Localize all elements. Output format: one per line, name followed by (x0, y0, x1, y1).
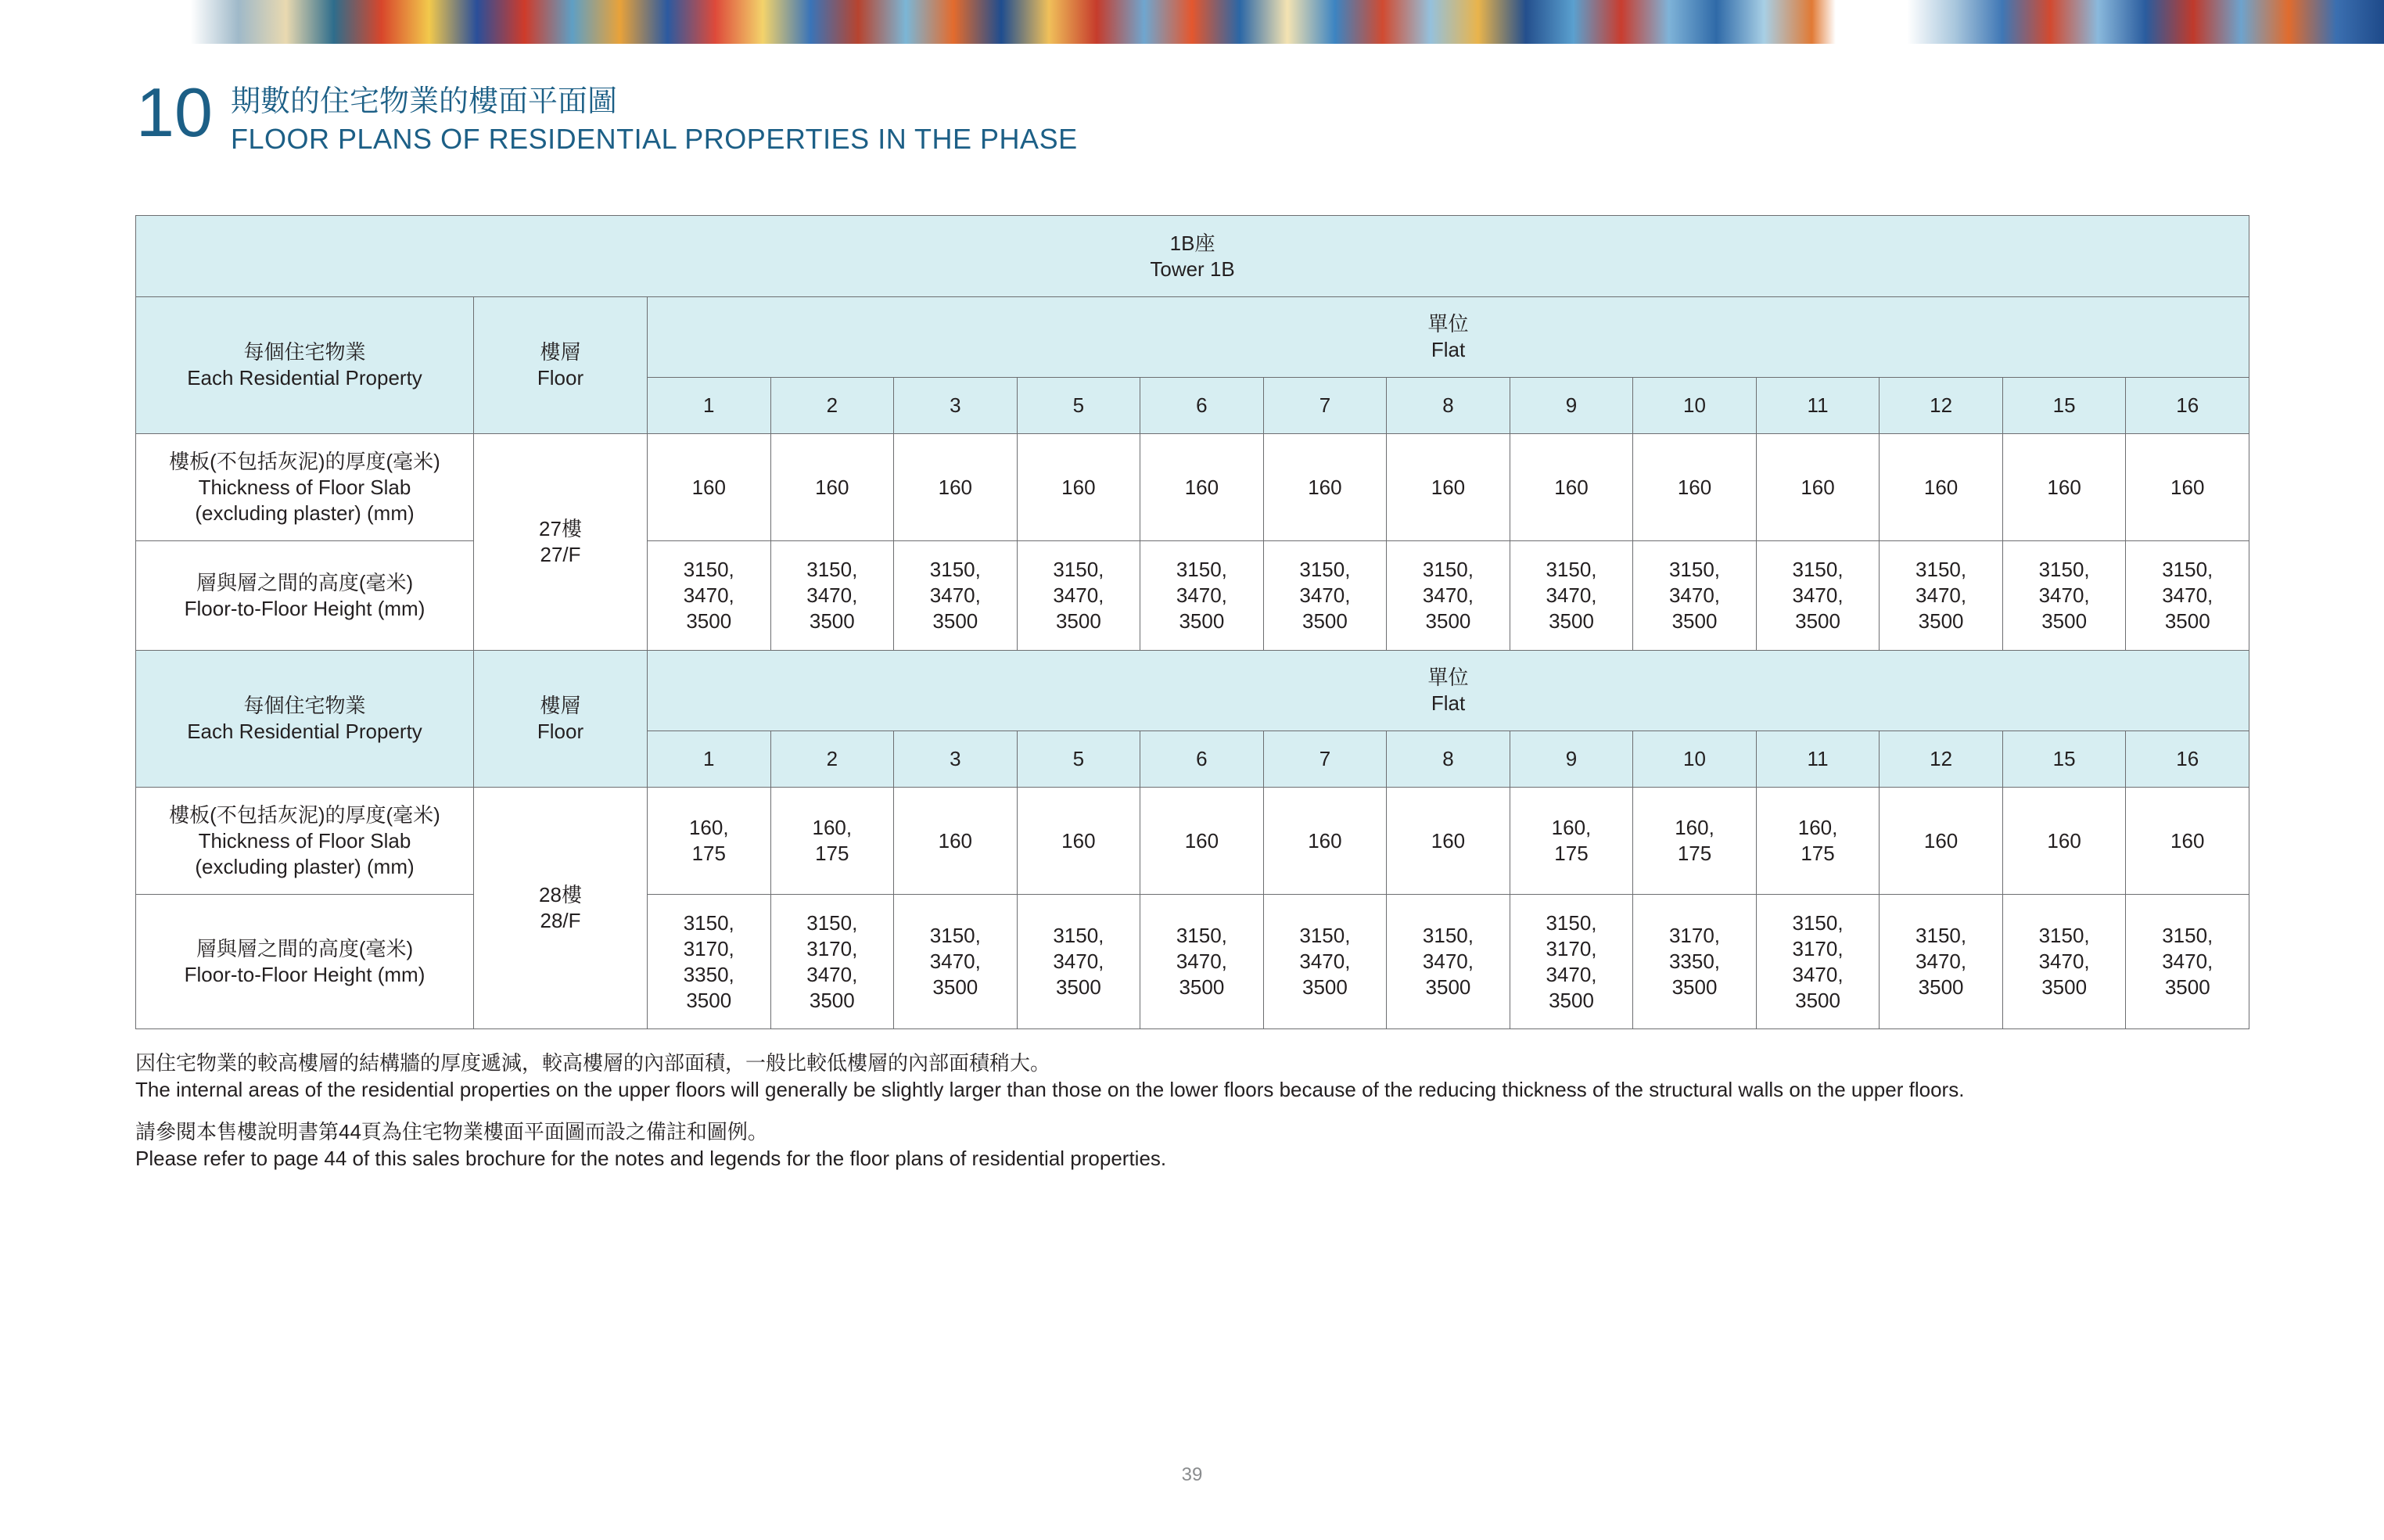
value-line: 3170, (683, 936, 734, 960)
slab-value-cell (648, 434, 771, 541)
value-line: 3470, (1299, 949, 1351, 973)
value-line: 3470, (2038, 949, 2090, 973)
flat-header-cell (648, 651, 2249, 731)
floor-label-zh: 27樓 (539, 517, 582, 540)
slab-value-cell (1510, 788, 1633, 895)
value-line: 175 (1677, 842, 1712, 865)
height-value-cell (894, 541, 1018, 651)
height-value-cell (1140, 895, 1264, 1029)
floor-header-en: Floor (537, 720, 584, 743)
page-title-en: FLOOR PLANS OF RESIDENTIAL PROPERTIES IN THE PHASE (231, 123, 1078, 155)
tower-header-row (136, 216, 2249, 297)
value-line: 3150, (1053, 558, 1104, 581)
value-line: 160 (1923, 475, 1959, 499)
value-line: 175 (691, 842, 726, 865)
floor-cell (474, 434, 648, 651)
height-value-cell (1140, 541, 1264, 651)
floor-label-en: 27/F (540, 543, 581, 566)
value-line: 3150, (1792, 910, 1844, 935)
value-line: 3150, (1176, 558, 1227, 581)
value-line: 3470, (2038, 583, 2090, 607)
value-line: 160 (938, 475, 973, 499)
height-row-label (136, 541, 474, 651)
slab-value-cell (1633, 434, 1757, 541)
slab-value-cell (2002, 434, 2126, 541)
height-value-cell (1263, 541, 1387, 651)
value-line: 175 (815, 842, 849, 865)
value-line: 160 (1184, 475, 1219, 499)
flat-number-cell: 7 (1263, 731, 1387, 788)
value-line: 3150, (806, 558, 858, 581)
height-value-cell (1387, 541, 1510, 651)
flat-number-cell: 11 (1756, 731, 1880, 788)
value-line: 3500 (1302, 609, 1348, 633)
floor-height-row (136, 541, 2249, 651)
height-value-cell (1756, 895, 1880, 1029)
floor-label-en: 28/F (540, 909, 581, 932)
slab-value-cell (1017, 434, 1140, 541)
value-line: 3500 (809, 609, 855, 633)
value-line: 3150, (1422, 558, 1474, 581)
column-header-row (136, 297, 2249, 378)
slab-value-cell (1017, 788, 1140, 895)
value-line: 3150, (1176, 924, 1227, 947)
slab-value-cell (894, 788, 1018, 895)
floor-header-cell (474, 651, 648, 788)
slab-value-cell (1510, 434, 1633, 541)
flat-header-en: Flat (1431, 338, 1466, 361)
slab-value-cell (1263, 788, 1387, 895)
value-line: 3470, (1176, 583, 1227, 607)
floor-header-en: Floor (537, 366, 584, 389)
value-line: 160 (1431, 828, 1466, 853)
value-line: 3500 (932, 609, 978, 633)
slab-thickness-row (136, 434, 2249, 541)
value-line: 3500 (1302, 975, 1348, 999)
value-line: 3170, (1546, 936, 1597, 960)
page-number: 39 (1181, 1464, 1203, 1485)
height-value-cell (1510, 541, 1633, 651)
height-value-cell (770, 541, 894, 651)
slab-label-en: Thickness of Floor Slab (198, 828, 411, 853)
value-line: 3500 (1795, 609, 1840, 633)
value-line: 3470, (1668, 583, 1721, 607)
value-line: 3150, (683, 558, 734, 581)
property-header-en: Each Residential Property (187, 366, 422, 389)
value-line: 3470, (1422, 949, 1474, 973)
value-line: 3150, (1668, 558, 1721, 581)
value-line: 3150, (2038, 924, 2090, 947)
value-line: 3150, (1915, 924, 1967, 947)
value-line: 3150, (1546, 558, 1597, 581)
value-line: 3500 (1918, 975, 1964, 999)
slab-value-cell (1387, 434, 1510, 541)
value-line: 3500 (2041, 609, 2088, 633)
slab-label-en: (excluding plaster) (mm) (195, 854, 415, 878)
slab-value-cell (648, 788, 771, 895)
slab-value-cell (1633, 788, 1757, 895)
height-value-cell (770, 895, 894, 1029)
value-line: 160 (1677, 475, 1712, 499)
value-line: 3500 (1795, 988, 1840, 1012)
value-line: 160, (1675, 816, 1714, 839)
property-header-en: Each Residential Property (187, 720, 422, 743)
value-line: 3470, (1176, 949, 1227, 973)
value-line: 3150, (2162, 924, 2213, 947)
value-line: 3150, (1299, 558, 1351, 581)
column-header-row (136, 651, 2249, 731)
value-line: 160 (691, 475, 726, 499)
tower-label-zh: 1B座 (1169, 231, 1215, 255)
value-line: 3150, (1422, 924, 1474, 947)
flat-number-cell: 6 (1140, 731, 1264, 788)
value-line: 3500 (1549, 609, 1594, 633)
value-line: 160, (1551, 816, 1592, 839)
value-line: 3150, (1915, 558, 1967, 581)
flat-number-cell: 5 (1017, 378, 1140, 434)
slab-value-cell (770, 434, 894, 541)
value-line: 3470, (806, 583, 858, 607)
value-line: 3470, (1915, 949, 1967, 973)
value-line: 160 (1061, 475, 1096, 499)
value-line: 3470, (1422, 583, 1474, 607)
slab-value-cell (2126, 788, 2249, 895)
value-line: 3150, (806, 910, 858, 935)
value-line: 160 (1801, 475, 1835, 499)
value-line: 3150, (1053, 924, 1104, 947)
note-en: Please refer to page 44 of this sales brochure for the notes and legends for the floor plans of residential properties. (135, 1147, 1167, 1170)
slab-value-cell (1263, 434, 1387, 541)
height-value-cell (2126, 895, 2249, 1029)
flat-number-cell: 3 (894, 731, 1018, 788)
value-line: 3500 (1918, 609, 1964, 633)
value-line: 3150, (929, 924, 981, 947)
value-line: 175 (1554, 842, 1589, 865)
height-row-label (136, 895, 474, 1029)
value-line: 3470, (806, 962, 858, 986)
value-line: 3470, (1053, 949, 1104, 973)
page-title-zh: 期數的住宅物業的樓面平面圖 (231, 85, 618, 118)
flat-number-cell: 5 (1017, 731, 1140, 788)
flat-header-zh: 單位 (1427, 666, 1469, 689)
value-line: 3500 (1425, 609, 1471, 633)
note-zh: 因住宅物業的較高樓層的結構牆的厚度遞減，較高樓層的內部面積，一般比較低樓層的內部面積稍大。 (135, 1051, 1051, 1075)
slab-label-zh: 樓板(不包括灰泥)的厚度(毫米) (169, 802, 440, 827)
value-line: 3150, (1299, 924, 1351, 947)
slab-label-zh: 樓板(不包括灰泥)的厚度(毫米) (169, 449, 440, 473)
value-line: 3150, (929, 558, 981, 581)
value-line: 3500 (2164, 609, 2210, 633)
property-header-cell (136, 297, 474, 434)
value-line: 3500 (809, 988, 855, 1012)
value-line: 3470, (1792, 962, 1844, 986)
slab-value-cell (1756, 788, 1880, 895)
flat-number-cell: 12 (1880, 731, 2003, 788)
slab-thickness-row (136, 788, 2249, 895)
slab-value-cell (1140, 788, 1264, 895)
value-line: 3500 (686, 609, 732, 633)
flat-number-cell: 8 (1387, 731, 1510, 788)
floor-cell (474, 788, 648, 1029)
flat-number-cell: 12 (1880, 378, 2003, 434)
height-value-cell (1510, 895, 1633, 1029)
value-line: 3500 (932, 975, 978, 999)
value-line: 3150, (1792, 558, 1844, 581)
tower-label-en: Tower 1B (1150, 257, 1235, 281)
value-line: 160 (1184, 828, 1219, 853)
value-line: 3350, (683, 962, 734, 986)
value-line: 3500 (1671, 975, 1718, 999)
flat-header-zh: 單位 (1427, 312, 1469, 336)
flat-number-cell: 2 (770, 731, 894, 788)
slab-value-cell (2002, 788, 2126, 895)
value-line: 3470, (683, 583, 734, 607)
value-line: 3150, (683, 910, 734, 935)
value-line: 160 (1308, 828, 1342, 853)
value-line: 3500 (686, 988, 732, 1012)
floor-height-row (136, 895, 2249, 1029)
flat-number-cell: 6 (1140, 378, 1264, 434)
value-line: 160 (2170, 475, 2205, 499)
slab-value-cell (1140, 434, 1264, 541)
height-value-cell (1387, 895, 1510, 1029)
value-line: 3470, (929, 583, 981, 607)
property-header-cell (136, 651, 474, 788)
value-line: 160 (1554, 475, 1589, 499)
slab-value-cell (1880, 788, 2003, 895)
height-value-cell (2002, 895, 2126, 1029)
value-line: 3500 (1671, 609, 1718, 633)
floor-label-zh: 28樓 (539, 883, 582, 906)
flat-header-en: Flat (1431, 691, 1466, 715)
note-zh: 請參閱本售樓說明書第44頁為住宅物業樓面平面圖而設之備註和圖例。 (135, 1120, 768, 1143)
decorative-banner (0, 0, 2384, 44)
floor-header-cell (474, 297, 648, 434)
value-line: 3170, (806, 936, 858, 960)
flat-number-cell: 16 (2126, 378, 2249, 434)
value-line: 3500 (1179, 609, 1225, 633)
flat-number-cell: 10 (1633, 731, 1757, 788)
value-line: 3470, (2162, 583, 2213, 607)
value-line: 3500 (2041, 975, 2088, 999)
value-line: 160 (938, 828, 973, 853)
value-line: 160 (2047, 828, 2081, 853)
height-value-cell (2126, 541, 2249, 651)
height-value-cell (1263, 895, 1387, 1029)
value-line: 160 (815, 475, 849, 499)
value-line: 3500 (1425, 975, 1471, 999)
note-en: The internal areas of the residential properties on the upper floors will generally be slightly larger than those on the lower floors because of the reducing thickness of the structural walls on the upper floors. (135, 1078, 1965, 1101)
value-line: 160, (1797, 816, 1838, 839)
value-line: 3470, (1792, 583, 1844, 607)
flat-number-cell: 8 (1387, 378, 1510, 434)
height-value-cell (1880, 541, 2003, 651)
section-number: 10 (136, 74, 213, 151)
value-line: 3500 (2164, 975, 2210, 999)
value-line: 3470, (1915, 583, 1967, 607)
flat-number-cell: 15 (2002, 378, 2126, 434)
slab-row-label (136, 434, 474, 541)
value-line: 3500 (1549, 988, 1594, 1012)
flat-number-cell: 9 (1510, 378, 1633, 434)
flat-number-cell: 15 (2002, 731, 2126, 788)
flat-header-cell (648, 297, 2249, 378)
flat-number-cell: 10 (1633, 378, 1757, 434)
flat-number-cell: 3 (894, 378, 1018, 434)
floor-data-table (135, 215, 2249, 1029)
floor-header-zh: 樓層 (540, 340, 581, 364)
slab-label-en: Thickness of Floor Slab (198, 475, 411, 499)
height-value-cell (1633, 895, 1757, 1029)
value-line: 3470, (1053, 583, 1104, 607)
slab-value-cell (2126, 434, 2249, 541)
flat-number-cell: 2 (770, 378, 894, 434)
slab-label-en: (excluding plaster) (mm) (195, 501, 415, 525)
height-value-cell (2002, 541, 2126, 651)
flat-number-cell: 1 (648, 731, 771, 788)
value-line: 3150, (2038, 558, 2090, 581)
value-line: 160, (812, 816, 853, 839)
height-value-cell (648, 541, 771, 651)
property-header-zh: 每個住宅物業 (243, 694, 366, 717)
value-line: 3150, (1546, 910, 1597, 935)
slab-value-cell (1880, 434, 2003, 541)
value-line: 3470, (1546, 962, 1597, 986)
floor-header-zh: 樓層 (540, 694, 581, 717)
flat-number-cell: 16 (2126, 731, 2249, 788)
slab-value-cell (1756, 434, 1880, 541)
value-line: 3470, (1546, 583, 1597, 607)
value-line: 3500 (1055, 609, 1101, 633)
slab-value-cell (770, 788, 894, 895)
tower-header-cell (136, 216, 2249, 297)
value-line: 3350, (1668, 949, 1721, 973)
height-value-cell (648, 895, 771, 1029)
value-line: 3150, (2162, 558, 2213, 581)
height-label-zh: 層與層之間的高度(毫米) (196, 570, 414, 594)
height-label-en: Floor-to-Floor Height (mm) (184, 962, 425, 986)
height-label-en: Floor-to-Floor Height (mm) (184, 596, 425, 620)
value-line: 160 (2047, 475, 2081, 499)
height-value-cell (894, 895, 1018, 1029)
value-line: 3470, (1299, 583, 1351, 607)
value-line: 3170, (1792, 936, 1844, 960)
value-line: 160 (2170, 828, 2205, 853)
value-line: 160 (1308, 475, 1342, 499)
value-line: 175 (1801, 842, 1835, 865)
value-line: 160, (688, 816, 729, 839)
slab-value-cell (1387, 788, 1510, 895)
height-value-cell (1633, 541, 1757, 651)
property-header-zh: 每個住宅物業 (243, 340, 366, 364)
value-line: 3500 (1055, 975, 1101, 999)
value-line: 3500 (1179, 975, 1225, 999)
slab-row-label (136, 788, 474, 895)
notes-section (135, 1050, 2286, 1172)
flat-number-cell: 1 (648, 378, 771, 434)
value-line: 160 (1431, 475, 1466, 499)
flat-number-cell: 11 (1756, 378, 1880, 434)
value-line: 3170, (1668, 924, 1721, 947)
height-value-cell (1756, 541, 1880, 651)
height-value-cell (1880, 895, 2003, 1029)
slab-value-cell (894, 434, 1018, 541)
value-line: 3470, (2162, 949, 2213, 973)
flat-number-cell: 9 (1510, 731, 1633, 788)
value-line: 3470, (929, 949, 981, 973)
value-line: 160 (1923, 828, 1959, 853)
value-line: 160 (1061, 828, 1096, 853)
height-label-zh: 層與層之間的高度(毫米) (196, 936, 414, 960)
flat-number-cell: 7 (1263, 378, 1387, 434)
height-value-cell (1017, 895, 1140, 1029)
height-value-cell (1017, 541, 1140, 651)
